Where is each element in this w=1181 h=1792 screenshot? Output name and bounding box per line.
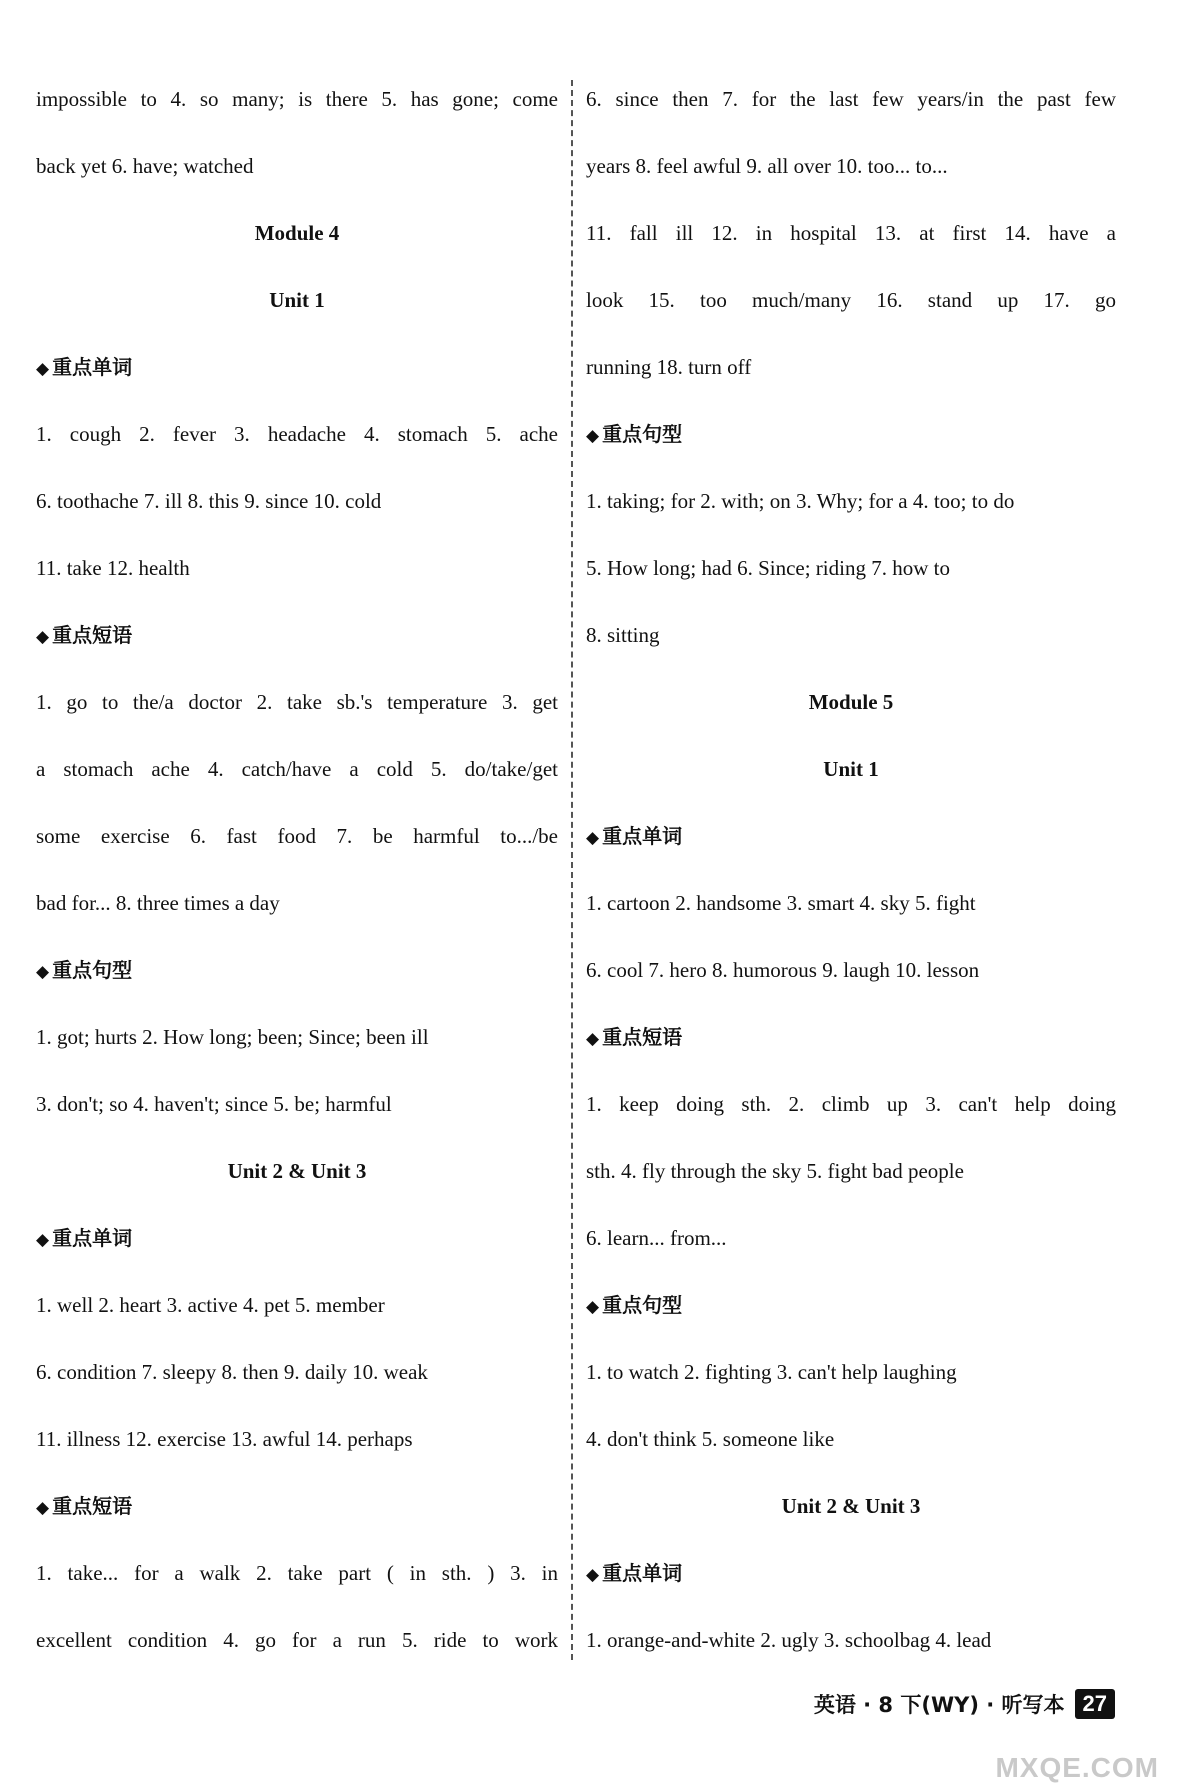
answer-line: bad for... 8. three times a day [36, 891, 280, 915]
answer-line: impossible to 4. so many; is there 5. has gone; come [36, 87, 558, 111]
page-number: 27 [1075, 1689, 1115, 1719]
section-label-text: 重点句型 [602, 1293, 683, 1317]
diamond-bullet-icon: ◆ [586, 1565, 600, 1585]
section-label-text: 重点单词 [52, 355, 133, 379]
diamond-bullet-icon: ◆ [36, 627, 50, 647]
answer-line: 4. don't think 5. someone like [586, 1427, 835, 1451]
answer-line: 6. learn... from... [586, 1226, 727, 1250]
unit-heading: Module 4 [254, 221, 340, 245]
answer-line: 1. keep doing sth. 2. climb up 3. can't help doing [586, 1092, 1116, 1116]
answer-line: 5. How long; had 6. Since; riding 7. how to [586, 556, 950, 580]
watermark: MXQE.COM [995, 1752, 1159, 1783]
section-label-text: 重点单词 [602, 824, 683, 848]
answer-line: 1. cartoon 2. handsome 3. smart 4. sky 5. fight [586, 891, 976, 915]
answer-line: 3. don't; so 4. haven't; since 5. be; harmful [36, 1092, 392, 1116]
section-label [36, 1473, 558, 1540]
answer-line: 1. got; hurts 2. How long; been; Since; been ill [36, 1025, 429, 1049]
diamond-bullet-icon: ◆ [36, 962, 50, 982]
section-label-text: 重点短语 [52, 623, 133, 647]
left-column [36, 66, 558, 1674]
unit-heading: Unit 1 [823, 757, 879, 781]
unit-heading: Module 5 [808, 690, 894, 714]
section-label [36, 937, 558, 1004]
diamond-bullet-icon: ◆ [586, 1029, 600, 1049]
section-label-text: 重点短语 [602, 1025, 683, 1049]
answer-line: 1. to watch 2. fighting 3. can't help laughing [586, 1360, 957, 1384]
section-label-text: 重点短语 [52, 1494, 133, 1518]
answer-line: look 15. too much/many 16. stand up 17. go [586, 288, 1116, 312]
answer-line: running 18. turn off [586, 355, 752, 379]
section-label [586, 1272, 1116, 1339]
section-label [36, 602, 558, 669]
section-label [586, 1540, 1116, 1607]
answer-line: 8. sitting [586, 623, 660, 647]
answer-line: 11. take 12. health [36, 556, 190, 580]
diamond-bullet-icon: ◆ [36, 359, 50, 379]
answer-line: 6. condition 7. sleepy 8. then 9. daily 10. weak [36, 1360, 428, 1384]
unit-heading: Unit 1 [269, 288, 325, 312]
section-label-text: 重点单词 [602, 1561, 683, 1585]
answer-line: 1. orange-and-white 2. ugly 3. schoolbag 4. lead [586, 1628, 992, 1652]
answer-line: 6. cool 7. hero 8. humorous 9. laugh 10. lesson [586, 958, 980, 982]
diamond-bullet-icon: ◆ [586, 426, 600, 446]
answer-line: sth. 4. fly through the sky 5. fight bad people [586, 1159, 964, 1183]
diamond-bullet-icon: ◆ [36, 1230, 50, 1250]
page-footer [814, 1684, 1115, 1724]
answer-line: 6. toothache 7. ill 8. this 9. since 10. cold [36, 489, 382, 513]
section-label-text: 重点句型 [602, 422, 683, 446]
footer-label: 英语 · 8 下(WY) · 听写本 [813, 1693, 1065, 1717]
section-label [586, 1004, 1116, 1071]
answer-line: excellent condition 4. go for a run 5. ride to work [36, 1628, 558, 1652]
answer-line: 6. since then 7. for the last few years/in the past few [586, 87, 1116, 111]
answer-line: 1. take... for a walk 2. take part ( in sth. ) 3. in [36, 1561, 558, 1585]
answer-line: 1. taking; for 2. with; on 3. Why; for a 4. too; to do [586, 489, 1015, 513]
answer-line: 11. illness 12. exercise 13. awful 14. perhaps [36, 1427, 413, 1451]
column-divider [571, 80, 573, 1660]
answer-line: 1. cough 2. fever 3. headache 4. stomach 5. ache [36, 422, 558, 446]
section-label [586, 803, 1116, 870]
answer-line: back yet 6. have; watched [36, 154, 254, 178]
answer-line: a stomach ache 4. catch/have a cold 5. do/take/get [36, 757, 558, 781]
section-label-text: 重点单词 [52, 1226, 133, 1250]
unit-heading: Unit 2 & Unit 3 [227, 1159, 367, 1183]
diamond-bullet-icon: ◆ [36, 1498, 50, 1518]
right-column [586, 66, 1116, 1674]
diamond-bullet-icon: ◆ [586, 1297, 600, 1317]
answer-line: 1. well 2. heart 3. active 4. pet 5. member [36, 1293, 385, 1317]
section-label [36, 1205, 558, 1272]
answer-line: 1. go to the/a doctor 2. take sb.'s temperature 3. get [36, 690, 558, 714]
answer-line: years 8. feel awful 9. all over 10. too... to... [586, 154, 948, 178]
answer-line: 11. fall ill 12. in hospital 13. at first 14. have a [586, 221, 1116, 245]
section-label [36, 334, 558, 401]
section-label [586, 401, 1116, 468]
diamond-bullet-icon: ◆ [586, 828, 600, 848]
unit-heading: Unit 2 & Unit 3 [781, 1494, 921, 1518]
section-label-text: 重点句型 [52, 958, 133, 982]
answer-line: some exercise 6. fast food 7. be harmful to.../be [36, 824, 558, 848]
